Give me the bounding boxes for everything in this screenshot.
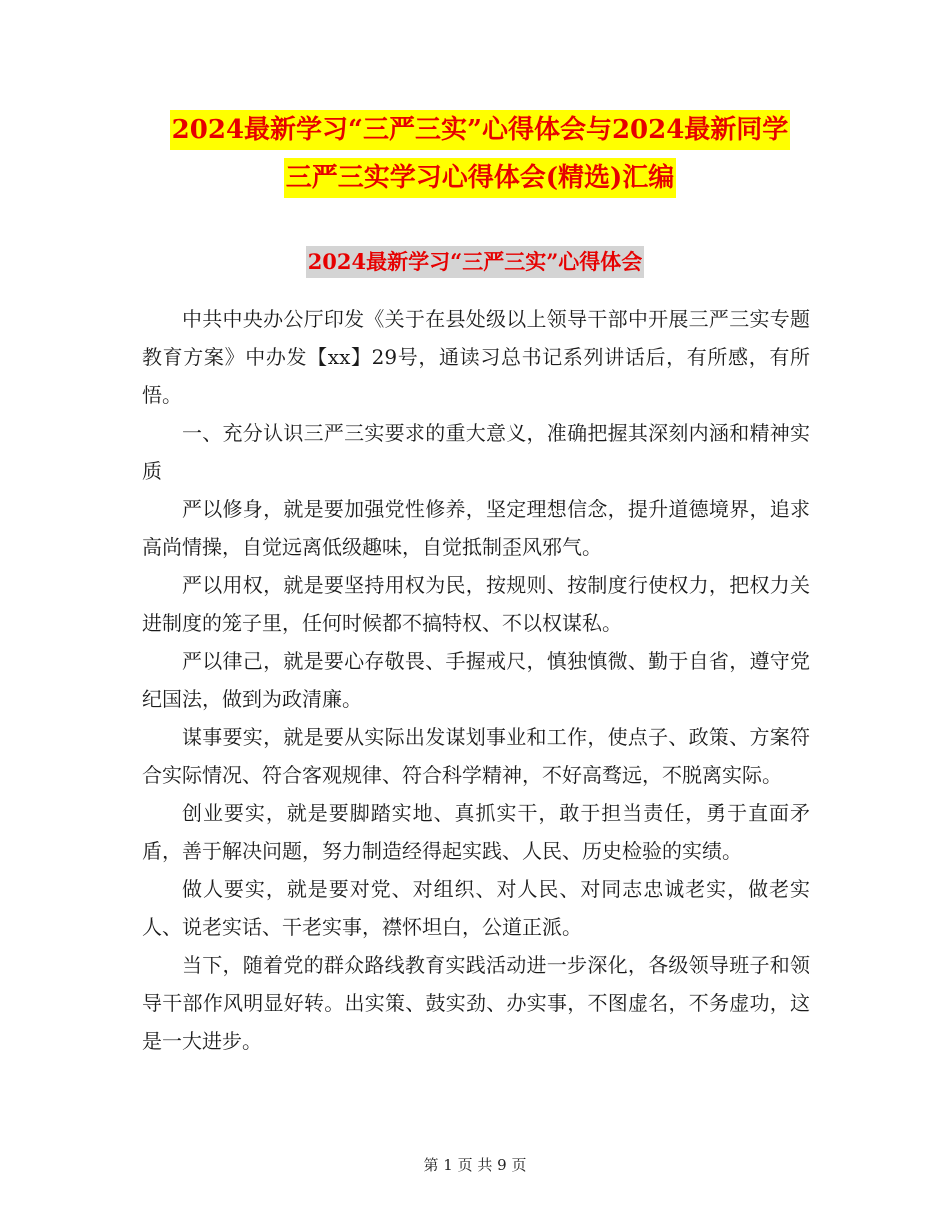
section-heading-text: 2024最新学习“三严三实”心得体会	[306, 246, 645, 278]
paragraph: 当下，随着党的群众路线教育实践活动进一步深化，各级领导班子和领导干部作风明显好转。出实策、鼓实劲、办实事，不图虚名，不务虚功，这是一大进步。	[142, 953, 810, 1053]
paragraph: 严以律己，就是要心存敬畏、手握戒尺，慎独慎微、勤于自省，遵守党纪国法，做到为政清廉。	[142, 649, 810, 711]
paragraph: 谋事要实，就是要从实际出发谋划事业和工作，使点子、政策、方案符合实际情况、符合客观规律、符合科学精神，不好高骛远，不脱离实际。	[142, 725, 810, 787]
paragraph: 创业要实，就是要脚踏实地、真抓实干，敢于担当责任，勇于直面矛盾，善于解决问题，努力制造经得起实践、人民、历史检验的实绩。	[142, 801, 810, 863]
paragraph: 严以修身，就是要加强党性修养，坚定理想信念，提升道德境界，追求高尚情操，自觉远离低级趣味，自觉抵制歪风邪气。	[142, 497, 810, 559]
paragraph: 中共中央办公厅印发《关于在县处级以上领导干部中开展三严三实专题教育方案》中办发【xx】29号，通读习总书记系列讲话后，有所感，有所悟。	[142, 307, 810, 407]
paragraph: 做人要实，就是要对党、对组织、对人民、对同志忠诚老实，做老实人、说老实话、干老实事，襟怀坦白，公道正派。	[142, 877, 810, 939]
document-body	[142, 300, 810, 1060]
paragraph: 严以用权，就是要坚持用权为民，按规则、按制度行使权力，把权力关进制度的笼子里，任何时候都不搞特权、不以权谋私。	[142, 573, 810, 635]
document-title	[140, 110, 820, 206]
paragraph: 一、充分认识三严三实要求的重大意义，准确把握其深刻内涵和精神实质	[142, 421, 810, 483]
section-heading	[0, 246, 950, 278]
title-line-1: 2024最新学习“三严三实”心得体会与2024最新同学	[170, 110, 791, 150]
title-line-2: 三严三实学习心得体会(精选)汇编	[284, 158, 677, 198]
page-footer: 第 1 页 共 9 页	[423, 1156, 527, 1174]
